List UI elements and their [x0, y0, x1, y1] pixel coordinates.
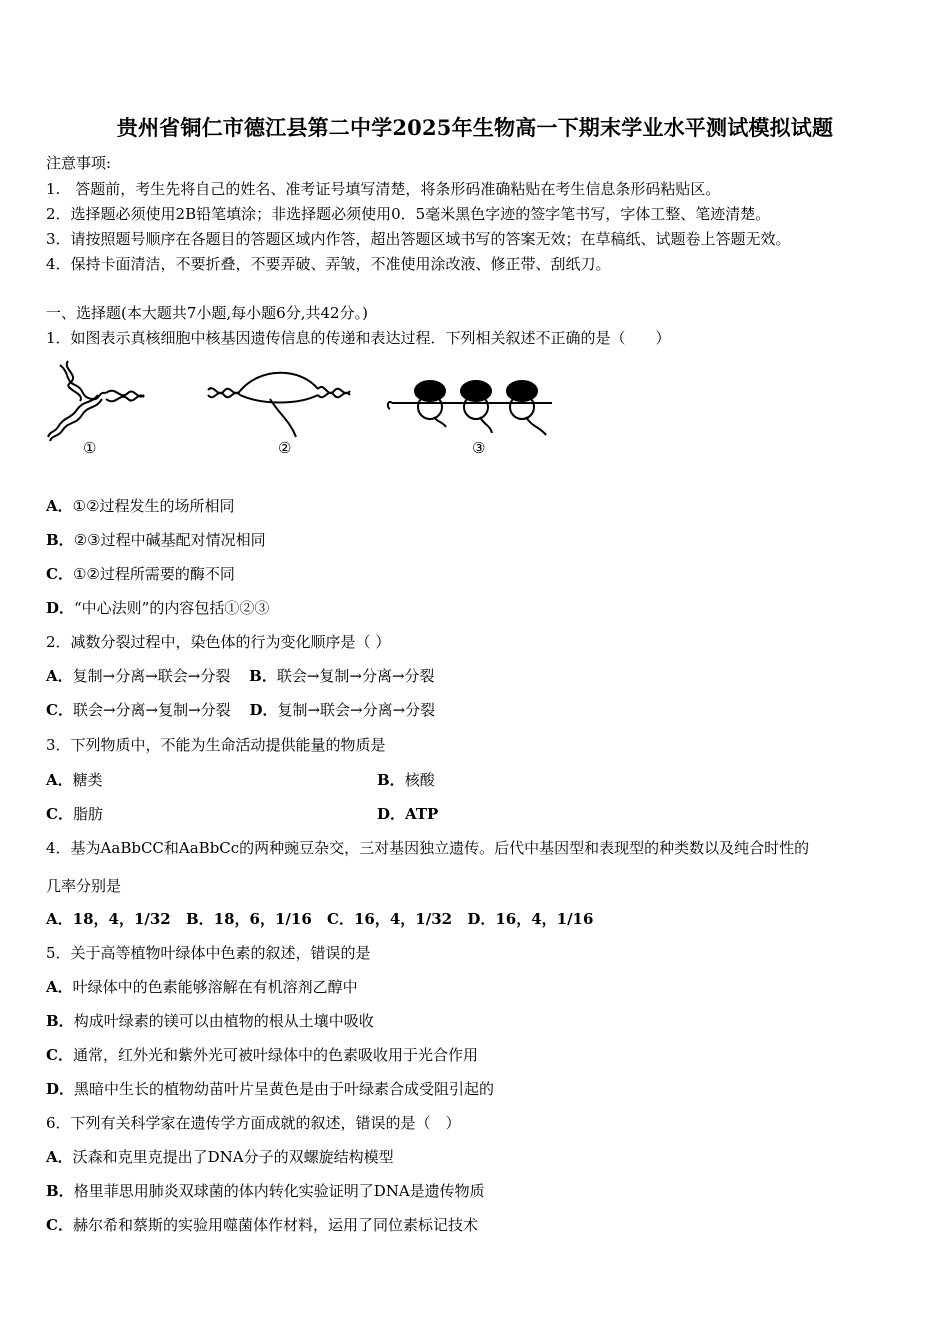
option-text: 通常，红外光和紫外光可被叶绿体中的色素吸收用于光合作用	[72, 1046, 478, 1064]
option-key: A．	[46, 771, 73, 789]
q3-stem: 3．下列物质中，不能为生命活动提供能量的物质是	[46, 736, 386, 754]
option-text: 18，4，1/32	[72, 910, 171, 928]
option-key: C．	[46, 701, 73, 719]
figure-label-1: ①	[83, 439, 97, 457]
option-text: 黑暗中生长的植物幼苗叶片呈黄色是由于叶绿素合成受阻引起的	[74, 1080, 495, 1098]
option-text: ①②过程所需要的酶不同	[72, 565, 235, 583]
option-key: D．	[377, 805, 406, 823]
page-title: 贵州省铜仁市德江县第二中学2025年生物高一下期末学业水平测试模拟试题	[116, 115, 834, 140]
option-key: B．	[46, 1182, 74, 1200]
option-key: C．	[327, 910, 354, 928]
option-text: 格里菲思用肺炎双球菌的体内转化实验证明了DNA是遗传物质	[73, 1182, 485, 1200]
option-text: 复制→联会→分离→分裂	[277, 701, 436, 719]
replication-diagram	[48, 361, 144, 441]
q6-option-c	[46, 1214, 478, 1235]
option-key: A．	[46, 497, 73, 515]
q5-option-c	[46, 1044, 478, 1065]
option-text: 核酸	[404, 771, 435, 789]
option-key: A．	[46, 667, 73, 685]
section-heading: 一、选择题(本大题共7小题,每小题6分,共42分。)	[46, 304, 368, 322]
option-text: 沃森和克里克提出了DNA分子的双螺旋结构模型	[72, 1148, 394, 1166]
option-text: 16，4，1/16	[495, 910, 594, 928]
notice-item-1: 1. 答题前，考生先将自己的姓名、准考证号填写清楚，将条形码准确粘贴在考生信息条形码粘贴区。	[46, 180, 721, 198]
figure-label-3: ③	[472, 439, 486, 457]
q2-options-row-2	[46, 699, 435, 720]
q5-stem: 5．关于高等植物叶绿体中色素的叙述，错误的是	[46, 944, 371, 962]
option-text: 叶绿体中的色素能够溶解在有机溶剂乙醇中	[72, 978, 358, 996]
option-key: A．	[46, 1148, 73, 1166]
option-key: D．	[46, 1080, 75, 1098]
option-text: 联会→复制→分离→分裂	[276, 667, 435, 685]
option-text: “中心法则”的内容包括①②③	[74, 599, 270, 617]
option-key: B．	[46, 531, 74, 549]
notice-item-3: 3．请按照题号顺序在各题目的答题区域内作答，超出答题区域书写的答案无效；在草稿纸、试题卷上答题无效。	[46, 230, 791, 248]
figure-label-2: ②	[278, 439, 292, 457]
option-text: 构成叶绿素的镁可以由植物的根从土壤中吸收	[73, 1012, 374, 1030]
q4-stem-line-1: 4．基为AaBbCC和AaBbCc的两种豌豆杂交，三对基因独立遗传。后代中基因型和表现型的种类数以及纯合时性的	[46, 839, 810, 857]
q3-option-b	[377, 769, 435, 790]
notice-item-4: 4．保持卡面清洁，不要折叠，不要弄破、弄皱，不准使用涂改液、修正带、刮纸刀。	[46, 255, 611, 273]
q6-stem: 6．下列有关科学家在遗传学方面成就的叙述，错误的是（ ）	[46, 1114, 461, 1132]
notice-item-2: 2．选择题必须使用2B铅笔填涂；非选择题必须使用0．5毫米黑色字迹的签字笔书写，字体工整、笔迹清楚。	[46, 205, 771, 223]
q6-option-b	[46, 1180, 485, 1201]
q3-option-c	[46, 803, 103, 824]
notice-heading: 注意事项:	[46, 154, 112, 172]
option-key: B．	[377, 771, 405, 789]
option-text: 糖类	[72, 771, 103, 789]
option-key: A．	[46, 978, 73, 996]
q1-option-b	[46, 529, 266, 550]
q2-options-row-1	[46, 665, 435, 686]
option-key: B．	[46, 1012, 74, 1030]
q1-option-a	[46, 495, 235, 516]
q5-option-d	[46, 1078, 494, 1099]
transcription-diagram	[208, 373, 350, 437]
q5-option-a	[46, 976, 358, 997]
option-key: B．	[249, 667, 277, 685]
option-text: ①②过程发生的场所相同	[72, 497, 235, 515]
q3-option-d	[377, 803, 438, 824]
option-text: 脂肪	[72, 805, 103, 823]
option-key: C．	[46, 565, 73, 583]
option-key: C．	[46, 805, 73, 823]
option-text: 18，6，1/16	[213, 910, 312, 928]
q1-option-d	[46, 597, 269, 618]
option-key: D．	[467, 910, 496, 928]
translation-diagram	[388, 381, 552, 435]
option-text: 复制→分离→联会→分裂	[72, 667, 231, 685]
option-text: ②③过程中碱基配对情况相同	[73, 531, 266, 549]
option-text: 联会→分离→复制→分裂	[72, 701, 231, 719]
option-key: C．	[46, 1216, 73, 1234]
option-key: D．	[46, 599, 75, 617]
q1-stem: 1．如图表示真核细胞中核基因遗传信息的传递和表达过程．下列相关叙述不正确的是（ ）	[46, 329, 671, 347]
option-text: 赫尔希和蔡斯的实验用噬菌体作材料，运用了同位素标记技术	[72, 1216, 478, 1234]
option-key: B．	[185, 910, 214, 928]
option-key: A．	[46, 910, 73, 928]
option-key: D．	[249, 701, 278, 719]
q2-stem: 2．减数分裂过程中，染色体的行为变化顺序是（ ）	[46, 633, 391, 651]
option-key: C．	[46, 1046, 73, 1064]
q3-option-a	[46, 769, 103, 790]
q1-option-c	[46, 563, 235, 584]
q6-option-a	[46, 1146, 394, 1167]
q1-figure	[40, 355, 570, 465]
q4-options-row	[46, 908, 593, 929]
q5-option-b	[46, 1010, 374, 1031]
option-text: 16，4，1/32	[353, 910, 453, 928]
option-text: ATP	[405, 805, 439, 823]
q4-stem-line-2: 几率分别是	[46, 877, 122, 895]
